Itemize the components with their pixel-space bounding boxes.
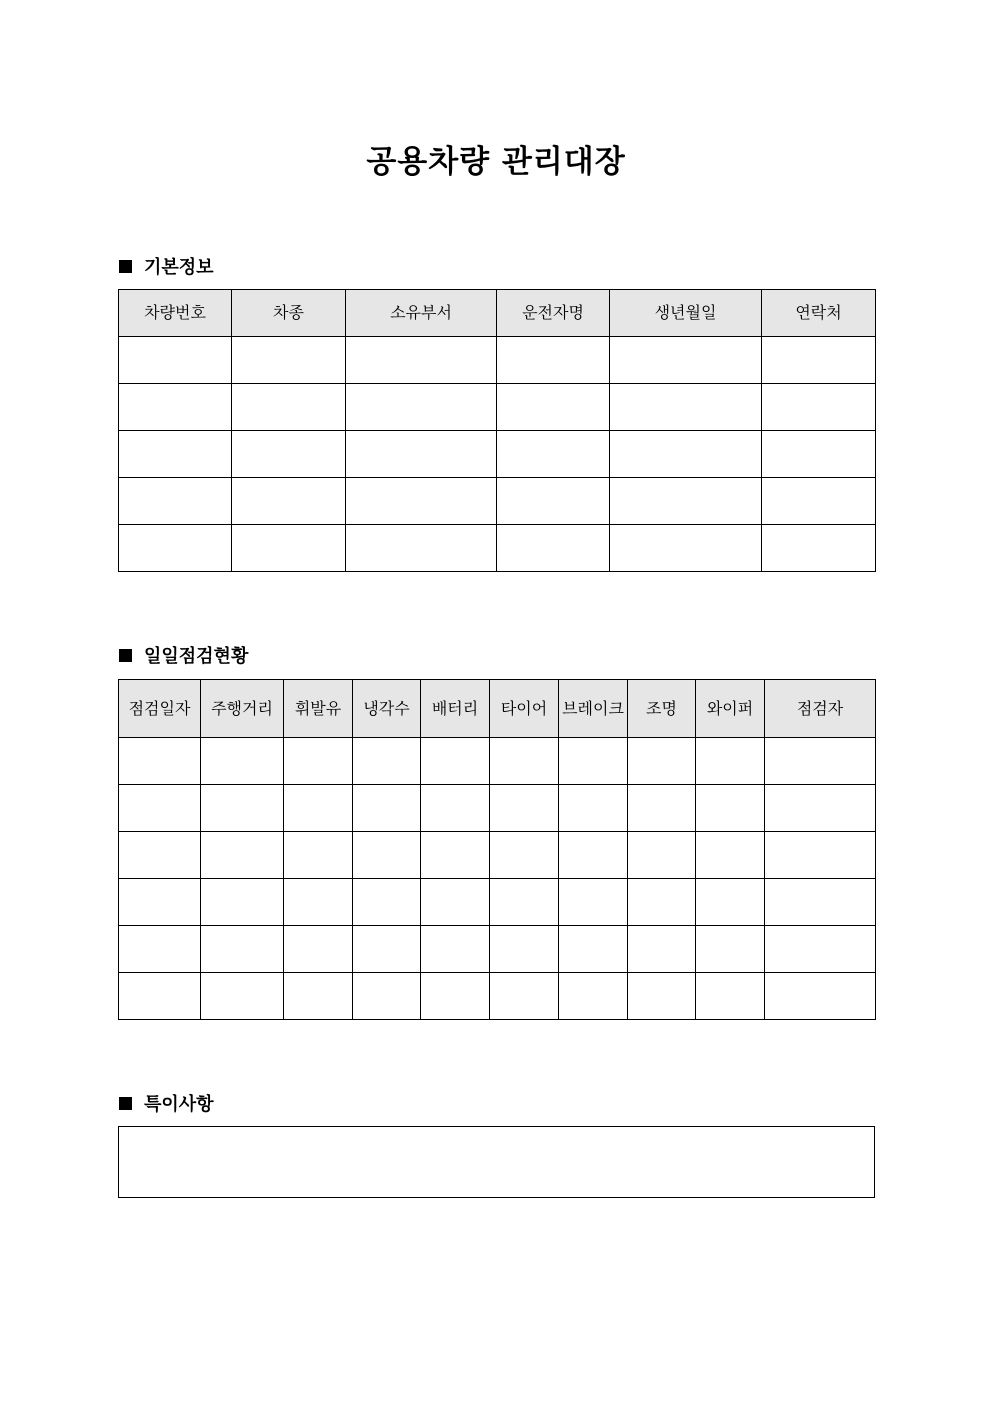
table-cell[interactable] <box>232 478 346 525</box>
table-row <box>119 879 876 926</box>
table-cell[interactable] <box>559 738 628 785</box>
table-cell[interactable] <box>346 337 497 384</box>
remarks-box[interactable] <box>118 1126 875 1198</box>
header-driver-name: 운전자명 <box>497 290 610 337</box>
header-mileage: 주행거리 <box>201 680 284 738</box>
header-contact: 연락처 <box>762 290 876 337</box>
table-row <box>119 384 876 431</box>
table-row <box>119 738 876 785</box>
daily-inspection-heading <box>119 642 248 668</box>
table-cell[interactable] <box>353 785 421 832</box>
table-cell[interactable] <box>119 832 201 879</box>
daily-inspection-header-row <box>119 680 876 738</box>
table-cell[interactable] <box>696 973 765 1020</box>
table-cell[interactable] <box>284 926 353 973</box>
header-vehicle-type: 차종 <box>232 290 346 337</box>
header-coolant: 냉각수 <box>353 680 421 738</box>
table-cell[interactable] <box>559 879 628 926</box>
table-cell[interactable] <box>610 478 762 525</box>
table-cell[interactable] <box>696 832 765 879</box>
table-cell[interactable] <box>119 973 201 1020</box>
table-row <box>119 525 876 572</box>
page-title: 공용차량 관리대장 <box>366 144 626 180</box>
header-owner-department: 소유부서 <box>346 290 497 337</box>
table-cell[interactable] <box>628 832 696 879</box>
table-cell[interactable] <box>559 973 628 1020</box>
header-wiper: 와이퍼 <box>696 680 765 738</box>
table-cell[interactable] <box>628 738 696 785</box>
table-cell[interactable] <box>119 879 201 926</box>
table-cell[interactable] <box>201 832 284 879</box>
table-row <box>119 431 876 478</box>
table-cell[interactable] <box>284 785 353 832</box>
table-cell[interactable] <box>421 738 490 785</box>
table-cell[interactable] <box>421 832 490 879</box>
basic-info-header-row <box>119 290 876 337</box>
table-cell[interactable] <box>696 785 765 832</box>
table-cell[interactable] <box>201 738 284 785</box>
table-cell[interactable] <box>490 926 559 973</box>
header-vehicle-number: 차량번호 <box>119 290 232 337</box>
table-cell[interactable] <box>490 832 559 879</box>
table-cell[interactable] <box>497 431 610 478</box>
table-cell[interactable] <box>119 785 201 832</box>
header-inspection-date: 점검일자 <box>119 680 201 738</box>
table-cell[interactable] <box>610 525 762 572</box>
table-cell[interactable] <box>497 337 610 384</box>
table-cell[interactable] <box>201 926 284 973</box>
table-cell[interactable] <box>353 832 421 879</box>
table-cell[interactable] <box>610 337 762 384</box>
table-cell[interactable] <box>284 973 353 1020</box>
table-cell[interactable] <box>628 973 696 1020</box>
table-cell[interactable] <box>421 926 490 973</box>
table-row <box>119 785 876 832</box>
table-cell[interactable] <box>346 525 497 572</box>
table-cell[interactable] <box>559 926 628 973</box>
table-cell[interactable] <box>119 384 232 431</box>
table-cell[interactable] <box>284 738 353 785</box>
table-cell[interactable] <box>346 384 497 431</box>
table-cell[interactable] <box>765 738 876 785</box>
header-inspector: 점검자 <box>765 680 876 738</box>
basic-info-heading-label: 기본정보 <box>144 257 214 278</box>
table-row <box>119 832 876 879</box>
table-cell[interactable] <box>232 525 346 572</box>
table-cell[interactable] <box>497 525 610 572</box>
table-cell[interactable] <box>610 431 762 478</box>
header-brake: 브레이크 <box>559 680 628 738</box>
table-row <box>119 973 876 1020</box>
table-cell[interactable] <box>490 973 559 1020</box>
table-cell[interactable] <box>696 926 765 973</box>
table-cell[interactable] <box>765 973 876 1020</box>
table-cell[interactable] <box>201 973 284 1020</box>
header-battery: 배터리 <box>421 680 490 738</box>
table-cell[interactable] <box>201 785 284 832</box>
square-bullet-icon <box>119 1097 132 1110</box>
header-lighting: 조명 <box>628 680 696 738</box>
basic-info-table <box>118 289 876 572</box>
table-cell[interactable] <box>353 879 421 926</box>
table-cell[interactable] <box>346 431 497 478</box>
table-cell[interactable] <box>353 926 421 973</box>
table-cell[interactable] <box>765 926 876 973</box>
daily-inspection-table <box>118 679 876 1020</box>
square-bullet-icon <box>119 649 132 662</box>
header-fuel: 휘발유 <box>284 680 353 738</box>
table-cell[interactable] <box>762 337 876 384</box>
table-cell[interactable] <box>628 785 696 832</box>
table-cell[interactable] <box>490 738 559 785</box>
table-cell[interactable] <box>765 832 876 879</box>
table-cell[interactable] <box>346 478 497 525</box>
table-cell[interactable] <box>119 525 232 572</box>
table-cell[interactable] <box>762 525 876 572</box>
table-cell[interactable] <box>421 973 490 1020</box>
table-cell[interactable] <box>628 926 696 973</box>
table-cell[interactable] <box>284 832 353 879</box>
table-cell[interactable] <box>421 785 490 832</box>
table-cell[interactable] <box>284 879 353 926</box>
table-cell[interactable] <box>490 879 559 926</box>
table-cell[interactable] <box>119 738 201 785</box>
table-cell[interactable] <box>765 879 876 926</box>
table-cell[interactable] <box>762 478 876 525</box>
table-cell[interactable] <box>762 431 876 478</box>
table-cell[interactable] <box>201 879 284 926</box>
table-cell[interactable] <box>232 431 346 478</box>
table-cell[interactable] <box>353 973 421 1020</box>
table-cell[interactable] <box>119 337 232 384</box>
square-bullet-icon <box>119 260 132 273</box>
remarks-heading-label: 특이사항 <box>144 1094 214 1115</box>
table-cell[interactable] <box>559 785 628 832</box>
table-cell[interactable] <box>696 879 765 926</box>
table-cell[interactable] <box>610 384 762 431</box>
table-cell[interactable] <box>765 785 876 832</box>
remarks-heading <box>119 1090 214 1116</box>
table-row <box>119 337 876 384</box>
table-cell[interactable] <box>421 879 490 926</box>
table-cell[interactable] <box>762 384 876 431</box>
table-cell[interactable] <box>490 785 559 832</box>
table-cell[interactable] <box>628 879 696 926</box>
table-cell[interactable] <box>497 478 610 525</box>
table-cell[interactable] <box>497 384 610 431</box>
table-cell[interactable] <box>559 832 628 879</box>
header-tire: 타이어 <box>490 680 559 738</box>
basic-info-heading <box>119 253 214 279</box>
table-cell[interactable] <box>119 431 232 478</box>
table-cell[interactable] <box>119 478 232 525</box>
table-cell[interactable] <box>232 337 346 384</box>
table-cell[interactable] <box>696 738 765 785</box>
table-cell[interactable] <box>232 384 346 431</box>
table-row <box>119 478 876 525</box>
header-birth-date: 생년월일 <box>610 290 762 337</box>
table-cell[interactable] <box>353 738 421 785</box>
table-row <box>119 926 876 973</box>
daily-inspection-heading-label: 일일점검현황 <box>144 646 249 667</box>
table-cell[interactable] <box>119 926 201 973</box>
